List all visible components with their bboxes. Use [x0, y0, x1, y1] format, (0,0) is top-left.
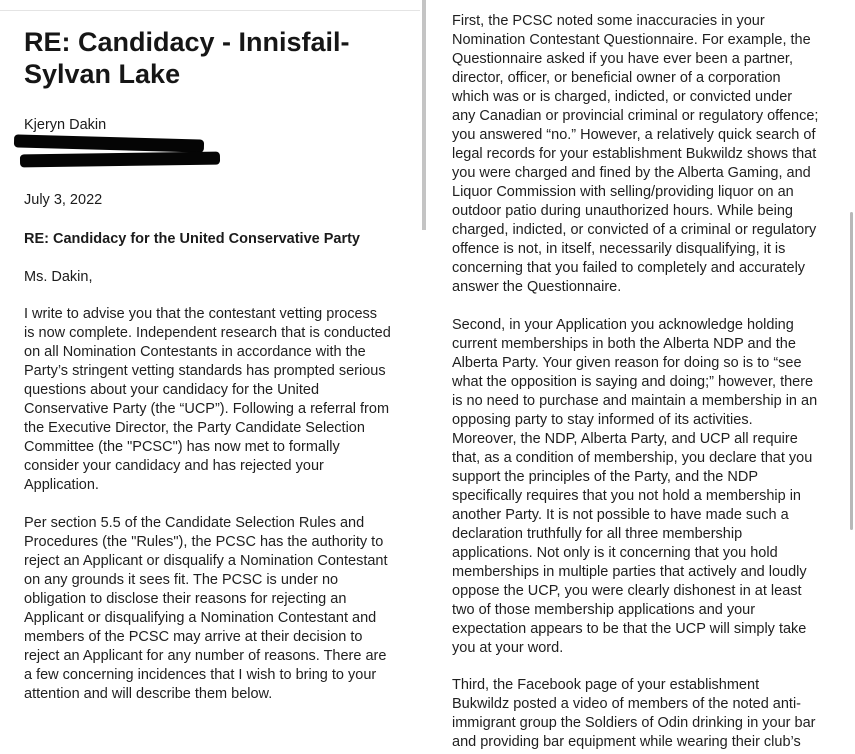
text-line: members of the PCSC may arrive at their decision to: [24, 629, 363, 645]
text-line: oppose the UCP, you were clearly dishonest in at least: [452, 583, 802, 599]
text-line: Nomination Contestant Questionnaire. For example, the: [452, 32, 811, 48]
text-line: First, the PCSC noted some inaccuracies in your: [452, 13, 765, 29]
text-line: Second, in your Application you acknowledge holding: [452, 317, 794, 333]
column-divider: [422, 0, 426, 230]
text-line: Per section 5.5 of the Candidate Selection Rules and: [24, 515, 365, 531]
text-line: Alberta Party. Your given reason for doing so is to “see: [452, 355, 802, 371]
text-line: Conservative Party (the “UCP”). Following a referral from: [24, 401, 390, 417]
text-line: you were charged and fined by the Alberta Gaming, and: [452, 165, 811, 181]
recipient-name: Kjeryn Dakin: [24, 117, 107, 133]
page-title: [24, 26, 414, 90]
text-line: applications. Not only is it concerning that you hold: [452, 545, 778, 561]
text-line: I write to advise you that the contestant vetting process: [24, 306, 378, 322]
salutation: Ms. Dakin,: [24, 269, 93, 285]
title-line-1: RE: Candidacy - Innisfail-: [24, 27, 350, 57]
text-line: Applicant or disqualifying a Nomination Contestant and: [24, 610, 377, 626]
text-line: specifically requires that you not hold a membership in: [452, 488, 801, 504]
text-line: any Canadian or provincial criminal or regulatory offence;: [452, 108, 819, 124]
letter-subject: RE: Candidacy for the United Conservative Party: [24, 231, 360, 247]
text-line: and providing bar equipment while wearing their club’s: [452, 734, 801, 750]
text-line: concerning that you failed to completely and accurately: [452, 260, 806, 276]
text-line: Committee (the "PCSC") has now met to formally: [24, 439, 340, 455]
left-page: [0, 0, 420, 754]
right-page: [428, 0, 855, 754]
paragraph-rejection: [24, 305, 404, 495]
scrollbar[interactable]: [850, 212, 853, 530]
paragraph-facebook: [452, 676, 852, 752]
text-line: attention and will describe them below.: [24, 686, 273, 702]
text-line: a few concerning incidences that I wish to bring to your: [24, 667, 377, 683]
letter-date: July 3, 2022: [24, 192, 103, 208]
text-line: opposing party to stay informed of its activities.: [452, 412, 753, 428]
text-line: the Executive Director, the Party Candidate Selection: [24, 420, 365, 436]
text-line: you at your word.: [452, 640, 564, 656]
text-line: on any grounds it sees fit. The PCSC is under no: [24, 572, 339, 588]
text-line: support the principles of the Party, and the NDP: [452, 469, 759, 485]
text-line: Questionnaire asked if you have ever been a partner,: [452, 51, 793, 67]
text-line: current memberships in both the Alberta NDP and the: [452, 336, 796, 352]
text-line: legal records for your establishment Bukwildz shows that: [452, 146, 817, 162]
text-line: Party’s stringent vetting standards has prompted serious: [24, 363, 386, 379]
text-line: consider your candidacy and has rejected your: [24, 458, 324, 474]
text-line: is no need to purchase and maintain a membership in an: [452, 393, 818, 409]
text-line: Bukwildz posted a video of members of the noted anti-: [452, 696, 801, 712]
text-line: director, officer, or beneficial owner of a corporation: [452, 70, 781, 86]
text-line: answer the Questionnaire.: [452, 279, 622, 295]
text-line: offence is not, in itself, necessarily disqualifying, it is: [452, 241, 786, 257]
text-line: questions about your candidacy for the United: [24, 382, 320, 398]
text-line: charged, indicted, or convicted of a criminal or regulatory: [452, 222, 817, 238]
text-line: reject an Applicant or disqualify a Nomination Contestant: [24, 553, 388, 569]
text-line: outdoor patio during unauthorized hours. While being: [452, 203, 793, 219]
text-line: Moreover, the NDP, Alberta Party, and UCP all require: [452, 431, 798, 447]
text-line: immigrant group the Soldiers of Odin drinking in your bar: [452, 715, 816, 731]
text-line: reject an Applicant for any number of reasons. There are: [24, 648, 387, 664]
text-line: is now complete. Independent research that is conducted: [24, 325, 391, 341]
redaction-address-line-1: [14, 134, 204, 152]
text-line: Procedures (the "Rules"), the PCSC has the authority to: [24, 534, 384, 550]
title-line-2: Sylvan Lake: [24, 59, 181, 89]
text-line: memberships in multiple parties that actively and loudly: [452, 564, 807, 580]
text-line: expectation appears to be that the UCP will simply take: [452, 621, 807, 637]
text-line: which was or is charged, indicted, or convicted under: [452, 89, 793, 105]
text-line: you answered “no.” However, a relatively quick search of: [452, 127, 816, 143]
text-line: what the opposition is saying and doing;” however, there: [452, 374, 814, 390]
paragraph-memberships: [452, 316, 852, 658]
paragraph-rules: [24, 514, 404, 704]
text-line: Application.: [24, 477, 99, 493]
text-line: on all Nomination Contestants in accordance with the: [24, 344, 366, 360]
text-line: declaration truthfully for all three membership: [452, 526, 743, 542]
text-line: two of those membership applications and your: [452, 602, 756, 618]
redaction-address-line-2: [20, 152, 220, 168]
text-line: obligation to disclose their reasons for rejecting an: [24, 591, 347, 607]
text-line: another Party. It is not possible to have made such a: [452, 507, 789, 523]
paragraph-questionnaire: [452, 12, 852, 297]
text-line: that, as a condition of membership, you declare that you: [452, 450, 813, 466]
text-line: Liquor Commission with selling/providing liquor on an: [452, 184, 794, 200]
text-line: Third, the Facebook page of your establishment: [452, 677, 760, 693]
top-divider: [0, 10, 420, 11]
